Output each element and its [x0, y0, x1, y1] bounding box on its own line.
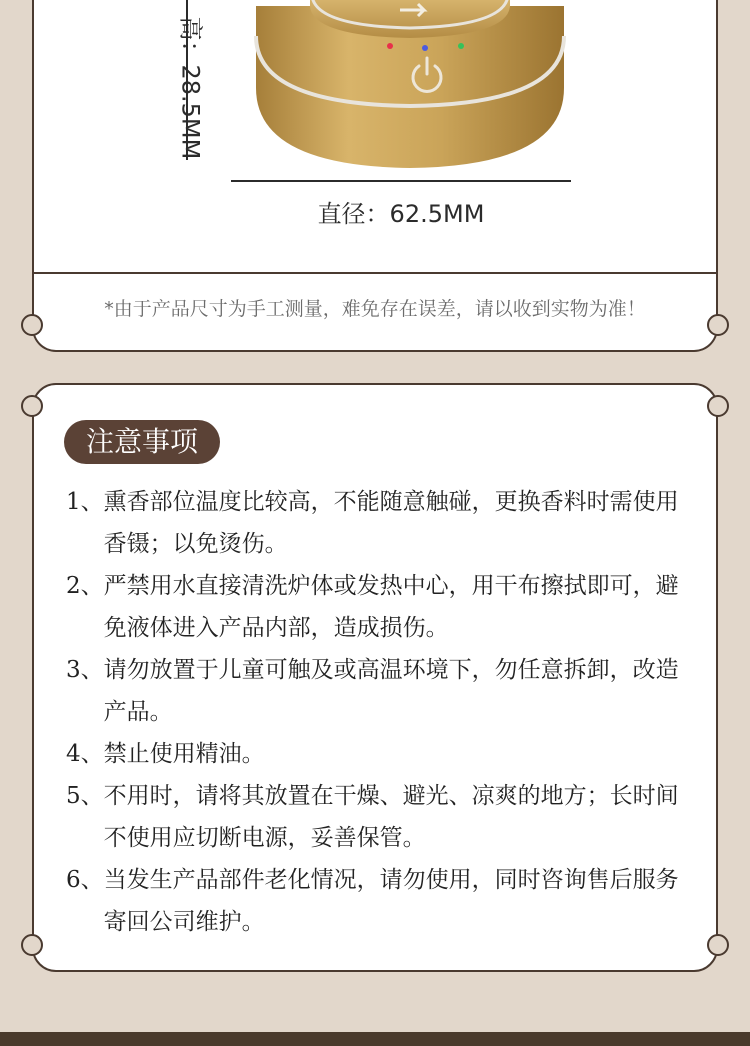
item-number: 2、: [66, 573, 104, 599]
precautions-card: [32, 383, 718, 972]
corner-notch-decoration: [707, 314, 729, 336]
corner-notch-decoration: [21, 934, 43, 956]
precautions-list: [66, 481, 696, 943]
corner-notch-decoration: [21, 314, 43, 336]
item-text: 请勿放置于儿童可触及或高温环境下，勿任意拆卸，改造产品。: [103, 657, 679, 725]
divider: [34, 272, 716, 274]
corner-notch-decoration: [21, 395, 43, 417]
list-item: [66, 649, 696, 733]
item-number: 3、: [66, 657, 104, 683]
diameter-dimension-label: 直径：62.5MM: [317, 200, 485, 228]
diameter-dimension-line: [231, 180, 571, 182]
list-item: [66, 775, 696, 859]
list-item: [66, 733, 696, 775]
measurement-disclaimer: *由于产品尺寸为手工测量，难免存在误差，请以收到实物为准！: [104, 298, 646, 320]
item-text: 熏香部位温度比较高，不能随意触碰，更换香料时需使用香镊；以免烫伤。: [103, 489, 679, 557]
item-text: 禁止使用精油。: [103, 741, 265, 767]
item-number: 1、: [66, 489, 104, 515]
height-dimension-label: 高：28.5MM: [176, 16, 205, 160]
list-item: [66, 481, 696, 565]
item-number: 5、: [66, 783, 104, 809]
item-text: 不用时，请将其放置在干燥、避光、凉爽的地方；长时间不使用应切断电源，妥善保管。: [103, 783, 679, 851]
product-image: [220, 0, 600, 172]
item-number: 4、: [66, 741, 104, 767]
item-text: 严禁用水直接清洗炉体或发热中心，用干布擦拭即可，避免液体进入产品内部，造成损伤。: [103, 573, 679, 641]
item-text: 当发生产品部件老化情况，请勿使用，同时咨询售后服务寄回公司维护。: [103, 867, 679, 935]
product-dimensions-card: [32, 0, 718, 352]
list-item: [66, 565, 696, 649]
section-title: 注意事项: [64, 420, 220, 464]
corner-notch-decoration: [707, 395, 729, 417]
list-item: [66, 859, 696, 943]
item-number: 6、: [66, 867, 104, 893]
corner-notch-decoration: [707, 934, 729, 956]
footer-bar: [0, 1032, 750, 1046]
